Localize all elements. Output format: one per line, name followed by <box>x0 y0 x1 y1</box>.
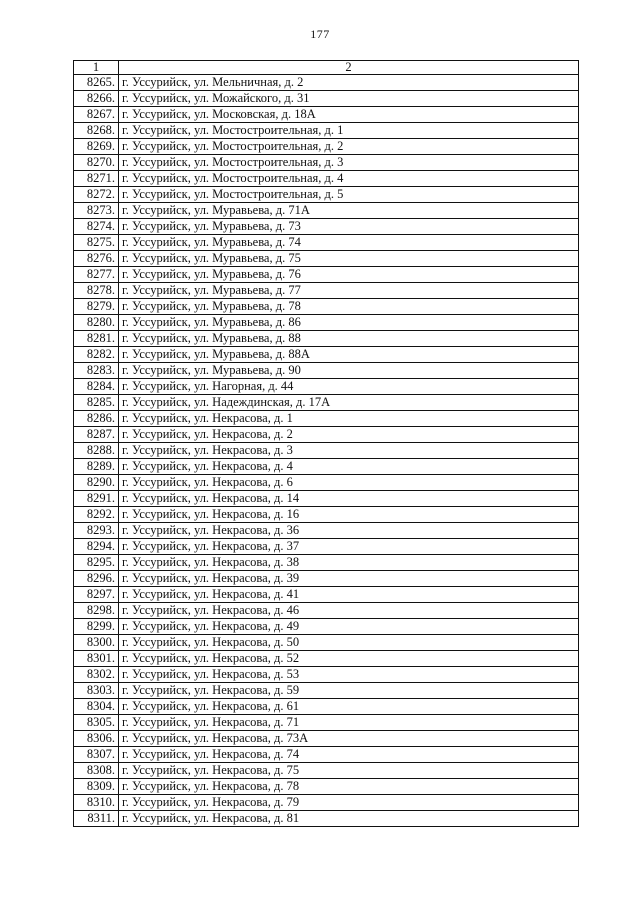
table-row <box>74 203 579 219</box>
row-address: г. Уссурийск, ул. Некрасова, д. 52 <box>119 651 579 667</box>
row-address: г. Уссурийск, ул. Мостостроительная, д. 5 <box>119 187 579 203</box>
table-row <box>74 683 579 699</box>
row-address: г. Уссурийск, ул. Муравьева, д. 77 <box>119 283 579 299</box>
row-number: 8277. <box>74 267 119 283</box>
table-row <box>74 395 579 411</box>
row-address: г. Уссурийск, ул. Некрасова, д. 38 <box>119 555 579 571</box>
row-address: г. Уссурийск, ул. Некрасова, д. 49 <box>119 619 579 635</box>
row-number: 8298. <box>74 603 119 619</box>
row-address: г. Уссурийск, ул. Некрасова, д. 2 <box>119 427 579 443</box>
table-row <box>74 811 579 827</box>
row-number: 8268. <box>74 123 119 139</box>
row-number: 8274. <box>74 219 119 235</box>
table-row <box>74 267 579 283</box>
row-number: 8289. <box>74 459 119 475</box>
row-number: 8278. <box>74 283 119 299</box>
table-row <box>74 763 579 779</box>
row-number: 8306. <box>74 731 119 747</box>
table-row <box>74 555 579 571</box>
row-number: 8287. <box>74 427 119 443</box>
row-number: 8280. <box>74 315 119 331</box>
row-number: 8283. <box>74 363 119 379</box>
row-address: г. Уссурийск, ул. Мельничная, д. 2 <box>119 75 579 91</box>
row-number: 8293. <box>74 523 119 539</box>
row-number: 8297. <box>74 587 119 603</box>
table-row <box>74 619 579 635</box>
row-number: 8295. <box>74 555 119 571</box>
page-number: 177 <box>310 27 330 41</box>
table-row <box>74 331 579 347</box>
row-address: г. Уссурийск, ул. Некрасова, д. 53 <box>119 667 579 683</box>
row-number: 8292. <box>74 507 119 523</box>
table-row <box>74 171 579 187</box>
row-address: г. Уссурийск, ул. Некрасова, д. 61 <box>119 699 579 715</box>
column-header-address: 2 <box>119 61 579 75</box>
row-number: 8291. <box>74 491 119 507</box>
table-row <box>74 123 579 139</box>
row-address: г. Уссурийск, ул. Мостостроительная, д. 4 <box>119 171 579 187</box>
row-address: г. Уссурийск, ул. Муравьева, д. 86 <box>119 315 579 331</box>
table-row <box>74 523 579 539</box>
row-address: г. Уссурийск, ул. Некрасова, д. 4 <box>119 459 579 475</box>
address-table <box>73 60 579 827</box>
table-row <box>74 603 579 619</box>
table-row <box>74 251 579 267</box>
row-address: г. Уссурийск, ул. Некрасова, д. 79 <box>119 795 579 811</box>
row-address: г. Уссурийск, ул. Мостостроительная, д. 2 <box>119 139 579 155</box>
row-number: 8286. <box>74 411 119 427</box>
row-address: г. Уссурийск, ул. Некрасова, д. 16 <box>119 507 579 523</box>
table-row <box>74 699 579 715</box>
row-address: г. Уссурийск, ул. Некрасова, д. 6 <box>119 475 579 491</box>
row-address: г. Уссурийск, ул. Некрасова, д. 71 <box>119 715 579 731</box>
row-number: 8273. <box>74 203 119 219</box>
table-row <box>74 587 579 603</box>
row-number: 8300. <box>74 635 119 651</box>
table-row <box>74 427 579 443</box>
row-number: 8282. <box>74 347 119 363</box>
table-row <box>74 795 579 811</box>
row-number: 8284. <box>74 379 119 395</box>
table-row <box>74 411 579 427</box>
row-address: г. Уссурийск, ул. Некрасова, д. 1 <box>119 411 579 427</box>
row-number: 8265. <box>74 75 119 91</box>
row-address: г. Уссурийск, ул. Надеждинская, д. 17А <box>119 395 579 411</box>
row-address: г. Уссурийск, ул. Можайского, д. 31 <box>119 91 579 107</box>
table-row <box>74 731 579 747</box>
row-address: г. Уссурийск, ул. Муравьева, д. 90 <box>119 363 579 379</box>
row-address: г. Уссурийск, ул. Некрасова, д. 46 <box>119 603 579 619</box>
table-row <box>74 491 579 507</box>
row-number: 8285. <box>74 395 119 411</box>
row-number: 8309. <box>74 779 119 795</box>
row-address: г. Уссурийск, ул. Московская, д. 18А <box>119 107 579 123</box>
row-address: г. Уссурийск, ул. Муравьева, д. 78 <box>119 299 579 315</box>
row-address: г. Уссурийск, ул. Муравьева, д. 74 <box>119 235 579 251</box>
table-row <box>74 155 579 171</box>
row-address: г. Уссурийск, ул. Некрасова, д. 73А <box>119 731 579 747</box>
table-row <box>74 139 579 155</box>
table-row <box>74 571 579 587</box>
row-number: 8304. <box>74 699 119 715</box>
row-address: г. Уссурийск, ул. Некрасова, д. 78 <box>119 779 579 795</box>
table-row <box>74 507 579 523</box>
table-row <box>74 363 579 379</box>
row-number: 8302. <box>74 667 119 683</box>
row-address: г. Уссурийск, ул. Некрасова, д. 74 <box>119 747 579 763</box>
row-address: г. Уссурийск, ул. Муравьева, д. 76 <box>119 267 579 283</box>
table-row <box>74 91 579 107</box>
row-number: 8307. <box>74 747 119 763</box>
row-number: 8288. <box>74 443 119 459</box>
row-number: 8301. <box>74 651 119 667</box>
row-number: 8279. <box>74 299 119 315</box>
row-number: 8271. <box>74 171 119 187</box>
row-number: 8310. <box>74 795 119 811</box>
row-number: 8303. <box>74 683 119 699</box>
column-header-number: 1 <box>74 61 119 75</box>
row-address: г. Уссурийск, ул. Некрасова, д. 59 <box>119 683 579 699</box>
row-address: г. Уссурийск, ул. Некрасова, д. 36 <box>119 523 579 539</box>
row-number: 8281. <box>74 331 119 347</box>
table-row <box>74 747 579 763</box>
row-number: 8299. <box>74 619 119 635</box>
table-row <box>74 235 579 251</box>
table-row <box>74 667 579 683</box>
table-row <box>74 219 579 235</box>
row-number: 8276. <box>74 251 119 267</box>
table-row <box>74 75 579 91</box>
table-header-row <box>74 61 579 75</box>
row-address: г. Уссурийск, ул. Муравьева, д. 88 <box>119 331 579 347</box>
row-address: г. Уссурийск, ул. Некрасова, д. 37 <box>119 539 579 555</box>
table-row <box>74 107 579 123</box>
row-address: г. Уссурийск, ул. Муравьева, д. 88А <box>119 347 579 363</box>
row-address: г. Уссурийск, ул. Муравьева, д. 73 <box>119 219 579 235</box>
row-address: г. Уссурийск, ул. Мостостроительная, д. 3 <box>119 155 579 171</box>
row-number: 8270. <box>74 155 119 171</box>
row-number: 8311. <box>74 811 119 827</box>
table-row <box>74 459 579 475</box>
row-number: 8290. <box>74 475 119 491</box>
table-row <box>74 379 579 395</box>
row-address: г. Уссурийск, ул. Муравьева, д. 75 <box>119 251 579 267</box>
row-address: г. Уссурийск, ул. Некрасова, д. 3 <box>119 443 579 459</box>
row-number: 8267. <box>74 107 119 123</box>
table-row <box>74 651 579 667</box>
address-table-body <box>74 61 579 827</box>
row-address: г. Уссурийск, ул. Некрасова, д. 39 <box>119 571 579 587</box>
table-row <box>74 443 579 459</box>
row-number: 8266. <box>74 91 119 107</box>
row-address: г. Уссурийск, ул. Мостостроительная, д. 1 <box>119 123 579 139</box>
table-row <box>74 539 579 555</box>
row-number: 8269. <box>74 139 119 155</box>
table-row <box>74 715 579 731</box>
row-address: г. Уссурийск, ул. Некрасова, д. 50 <box>119 635 579 651</box>
table-row <box>74 475 579 491</box>
row-number: 8305. <box>74 715 119 731</box>
row-address: г. Уссурийск, ул. Некрасова, д. 14 <box>119 491 579 507</box>
table-row <box>74 347 579 363</box>
table-row <box>74 779 579 795</box>
row-address: г. Уссурийск, ул. Нагорная, д. 44 <box>119 379 579 395</box>
row-number: 8275. <box>74 235 119 251</box>
table-row <box>74 187 579 203</box>
table-row <box>74 635 579 651</box>
row-address: г. Уссурийск, ул. Некрасова, д. 41 <box>119 587 579 603</box>
row-number: 8272. <box>74 187 119 203</box>
row-number: 8294. <box>74 539 119 555</box>
table-row <box>74 299 579 315</box>
row-address: г. Уссурийск, ул. Муравьева, д. 71А <box>119 203 579 219</box>
row-address: г. Уссурийск, ул. Некрасова, д. 75 <box>119 763 579 779</box>
table-row <box>74 283 579 299</box>
row-number: 8308. <box>74 763 119 779</box>
row-number: 8296. <box>74 571 119 587</box>
table-row <box>74 315 579 331</box>
row-address: г. Уссурийск, ул. Некрасова, д. 81 <box>119 811 579 827</box>
